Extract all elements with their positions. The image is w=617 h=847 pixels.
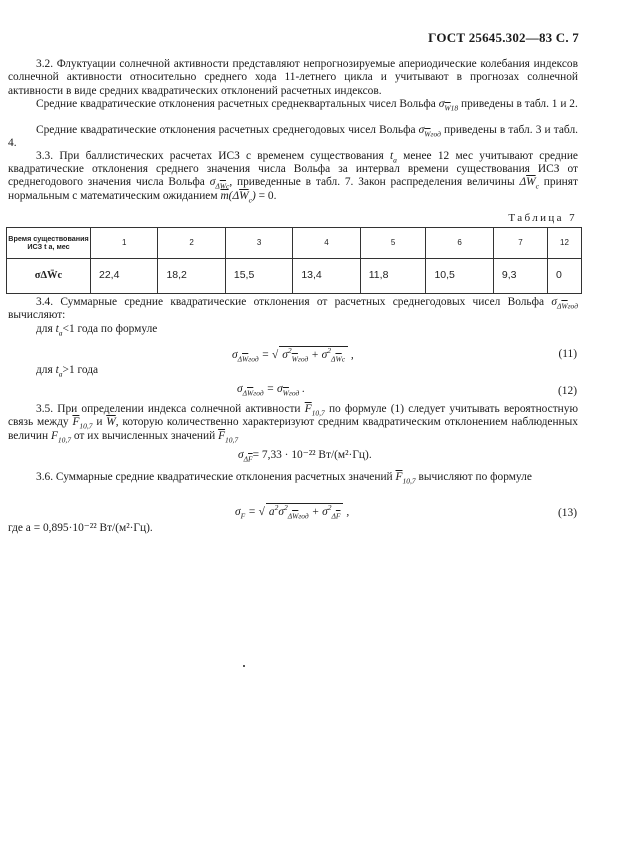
scan-speck xyxy=(243,665,245,667)
table-cell: 22,4 xyxy=(91,259,158,294)
page-header: ГОСТ 25645.302—83 С. 7 xyxy=(428,30,579,45)
table-header-cell: 2 xyxy=(158,228,225,259)
equation-11-number: (11) xyxy=(558,348,577,360)
table-cell: 0 xyxy=(547,259,581,294)
f107-symbol: $\overline{F}_{10,7}$ xyxy=(395,471,416,486)
equation-12-number: (12) xyxy=(558,385,577,397)
paragraph-3-4: 3.4. Суммарные средние квадратические отклонения от расчетных среднегодовых чисел Вольфа $\sigma_{\Delta\overline{W}год}$ вычисляют: xyxy=(8,296,578,322)
sigma-symbol: $\sigma_{\Delta\overline{W}c}$ xyxy=(209,176,230,191)
condition-line-2: для $t_а>1$ года xyxy=(36,364,99,379)
t-a-symbol: $t_а$ xyxy=(55,323,63,338)
table-cell: 9,3 xyxy=(493,259,547,294)
table-header-cell: 6 xyxy=(426,228,493,259)
condition-line-1: для $t_а<1$ года по формуле xyxy=(36,323,158,338)
table-7 xyxy=(6,227,582,294)
paragraph-3-5: 3.5. При определении индекса солнечной активности $\overline{F}_{10,7}$ по формуле (1) следует учитывать вероятностную связь между $\overline{F}_{10,7}$ и $\overline{W}$, которую количественно характеризуют средним квадратическим отклонением наблюденных величин $F_{10,7}$ от их вычисленных значений $\overline{F}_{10,7}$ xyxy=(8,403,578,445)
paragraph-3-6: 3.6. Суммарные средние квадратические отклонения расчетных значений $\overline{F}_{10,7}$ вычисляют по формуле xyxy=(36,471,532,486)
table-header-row xyxy=(7,228,582,259)
w-symbol: $\overline{W}$ xyxy=(106,416,116,429)
table-cell: 11,8 xyxy=(360,259,426,294)
table-row xyxy=(7,259,582,294)
table-cell: 13,4 xyxy=(293,259,360,294)
expectation-symbol: $\overline{m}(\Delta\overline{W}_c)$ xyxy=(220,189,256,204)
equation-sigma-f: $\sigma_{\Delta\overline{F}}= 7,33 \cdot 10^{-22}$ Вт/(м²·Гц). xyxy=(238,449,372,464)
table-header-cell: 5 xyxy=(360,228,426,259)
f107-symbol: $\overline{F}_{10,7}$ xyxy=(72,416,93,431)
table-cell: 15,5 xyxy=(225,259,292,294)
table-cell: 10,5 xyxy=(426,259,493,294)
f107-symbol: $\overline{F}_{10,7}$ xyxy=(304,403,325,418)
sigma-symbol: $\sigma_{\overline{W}18}$ xyxy=(438,98,459,113)
f107-symbol: $\overline{F}_{10,7}$ xyxy=(218,429,239,445)
sigma-symbol: $\sigma_{\overline{W}год}$ xyxy=(418,124,441,139)
table-header-cell: 3 xyxy=(225,228,292,259)
table-header-cell: 1 xyxy=(91,228,158,259)
table-caption: Таблица 7 xyxy=(508,212,577,224)
equation-13: $\sigma_F$ = √ $a^2\sigma^2_{\Delta\overline{W}год} + \sigma^2_{\Delta\overline{F}}$ , xyxy=(235,503,350,521)
equation-12: $\sigma_{\Delta\overline{W}год} = \sigma_{\overline{W}год}$ . xyxy=(237,383,305,398)
table-header-cell: 4 xyxy=(293,228,360,259)
t-a-symbol: $t_а$ xyxy=(55,364,63,379)
paragraph-3-3: 3.3. При баллистических расчетах ИСЗ с временем существования $t_а$ менее 12 мес учитывают средние квадратические отклонения среднего значения числа Вольфа за интервал времени существования ИСЗ от среднегодового значения числа Вольфа $\sigma_{\Delta\overline{W}c}$, приведенные в табл. 7. Закон распределения величины $\Delta\overline{W}_c$ принят нормальным с математическим ожиданием $\overline{m}(\Delta\overline{W}_c) = 0$. xyxy=(8,150,578,204)
equation-11: $\sigma_{\Delta\overline{W}год}$ = √ $\sigma^2_{\overline{W}год} + \sigma^2_{\Delta\overline{W}c}$ , xyxy=(232,346,354,364)
table-header-label: Время существования ИСЗ t а, мес xyxy=(7,228,91,259)
sigma-symbol: $\sigma_{\Delta\overline{W}год}$ xyxy=(551,296,578,311)
table-header-cell: 12 xyxy=(547,228,581,259)
t-a-symbol: $t_а$ xyxy=(389,150,397,165)
table-row-label: σΔW̄c xyxy=(7,259,91,294)
where-line: где a = 0,895·10⁻²² Вт/(м²·Гц). xyxy=(8,522,153,534)
equation-13-number: (13) xyxy=(558,507,577,519)
delta-w-symbol: $\Delta\overline{W}_c$ xyxy=(519,176,539,191)
paragraph-3-2-quarterly: Средние квадратические отклонения расчетных среднеквартальных чисел Вольфа $\sigma_{\overline{W}18}$ приведены в табл. 1 и 2. xyxy=(36,98,578,113)
paragraph-3-2-yearly: Средние квадратические отклонения расчетных среднегодовых чисел Вольфа $\sigma_{\overline{W}год}$ приведены в табл. 3 и табл. 4. xyxy=(8,124,578,150)
f107-symbol: $F_{10,7}$ xyxy=(50,429,72,445)
table-header-cell: 7 xyxy=(493,228,547,259)
paragraph-3-2: 3.2. Флуктуации солнечной активности представляют непрогнозируемые апериодические колебания индексов солнечной активности относительно среднего хода 11-летнего цикла и учитывают в прогнозах солнечной активности в виде средних квадратических отклонений расчетных индексов. xyxy=(8,58,578,97)
table-cell: 18,2 xyxy=(158,259,225,294)
